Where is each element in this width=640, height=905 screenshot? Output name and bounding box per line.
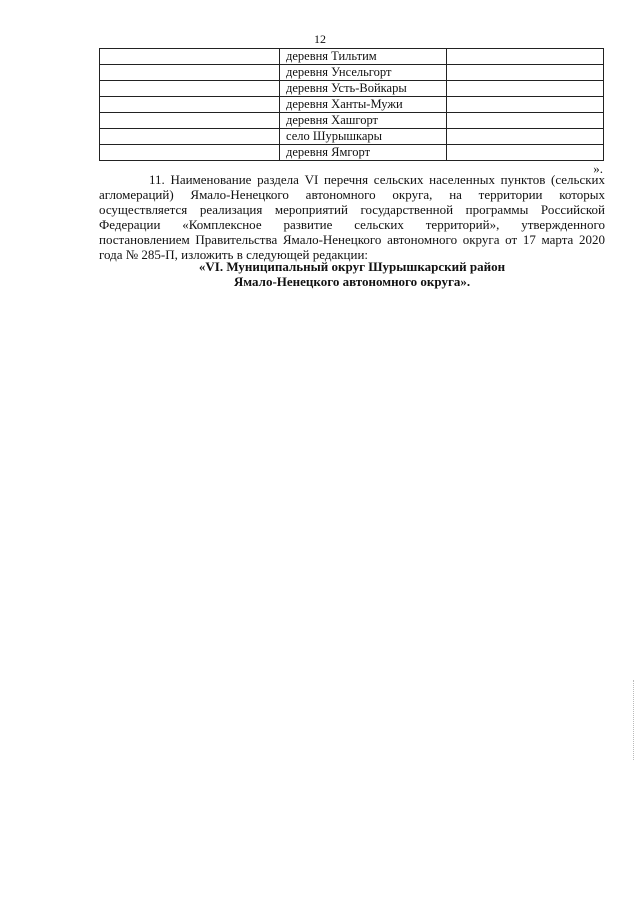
table-cell-col1 (100, 81, 280, 97)
table-cell-col1 (100, 65, 280, 81)
table-cell-col1 (100, 129, 280, 145)
table-row (100, 49, 604, 65)
table-cell-col3 (447, 97, 604, 113)
table-cell-col3 (447, 65, 604, 81)
table-cell-col2: деревня Унсельгорт (280, 65, 447, 81)
table-row (100, 113, 604, 129)
table-body (100, 49, 604, 161)
table-cell-col3 (447, 113, 604, 129)
table-row (100, 81, 604, 97)
table-cell-col2: деревня Ханты-Мужи (280, 97, 447, 113)
scan-margin-artifact (632, 680, 634, 760)
table-cell-col2: деревня Ямгорт (280, 145, 447, 161)
table-cell-col3 (447, 129, 604, 145)
page-number: 12 (314, 32, 326, 46)
table-cell-col1 (100, 49, 280, 65)
table-row (100, 65, 604, 81)
table-row (100, 145, 604, 161)
table-cell-col2: село Шурышкары (280, 129, 447, 145)
table-cell-col3 (447, 49, 604, 65)
table-cell-col2: деревня Усть-Войкары (280, 81, 447, 97)
table-cell-col1 (100, 97, 280, 113)
table-row (100, 129, 604, 145)
table-cell-col1 (100, 145, 280, 161)
table-cell-col3 (447, 145, 604, 161)
section-title-line-2: Ямало-Ненецкого автономного округа». (233, 274, 471, 289)
amendment-paragraph: 11. Наименование раздела VI перечня сельских населенных пунктов (сельских агломераций) Ямало-Ненецкого автономного округа, на территории которых осуществляется реализация мероприятий государственной программы Российской Федерации «Комплексное развитие сельских территорий», утвержденного постановлением Правительства Ямало-Ненецкого автономного округа от 17 марта 2020 года № 285-П, изложить в следующей редакции: (99, 172, 605, 262)
section-title (99, 259, 605, 289)
table-cell-col2: деревня Тильтим (280, 49, 447, 65)
table-row (100, 97, 604, 113)
table-cell-col2: деревня Хашгорт (280, 113, 447, 129)
table-cell-col3 (447, 81, 604, 97)
settlements-table (99, 48, 604, 161)
table-cell-col1 (100, 113, 280, 129)
section-title-line-1: «VI. Муниципальный округ Шурышкарский район (198, 259, 506, 274)
closing-quote: ». (593, 161, 603, 176)
